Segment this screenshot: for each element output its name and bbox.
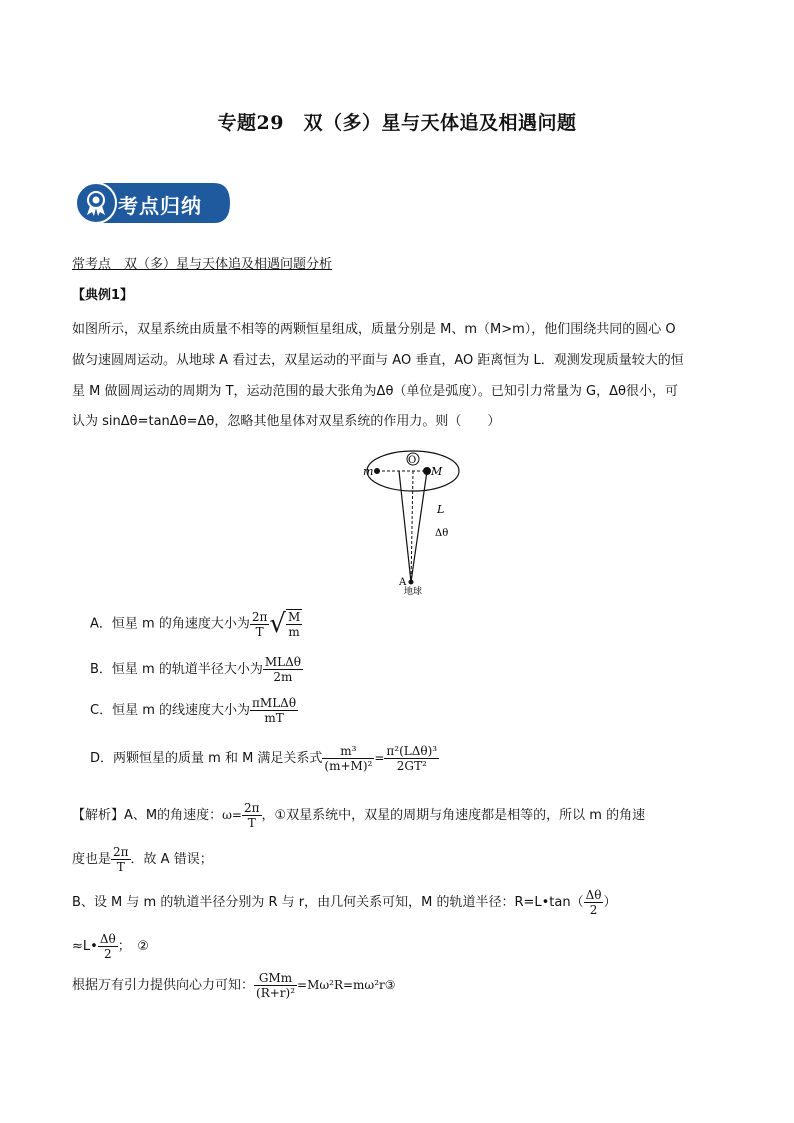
label-dtheta: Δθ bbox=[435, 528, 449, 539]
question-line-3: 星 M 做圆周运动的周期为 T，运动范围的最大张角为Δθ（单位是弧度）。已知引力常量为 G，Δθ很小，可 bbox=[72, 384, 678, 399]
label-L: L bbox=[437, 503, 445, 516]
page-title: 专题29 双（多）星与天体追及相遇问题 bbox=[217, 112, 577, 134]
option-a: A．恒星 m 的角速度大小为 $\frac{2\pi}{T}$ √ $\frac{M}{m}$ bbox=[90, 609, 301, 639]
option-b: B．恒星 m 的轨道半径大小为 $\frac{\text{MLΔθ}}{2m}$ bbox=[90, 655, 302, 684]
star-m bbox=[374, 468, 380, 474]
label-O: O bbox=[408, 455, 417, 466]
analysis-line-2: 度也是 $\frac{2\pi}{T}$ ．故 A 错误； bbox=[72, 845, 213, 874]
label-A: A bbox=[399, 577, 407, 588]
label-M: M bbox=[431, 465, 443, 478]
option-d: D．两颗恒星的质量 m 和 M 满足关系式 $\frac{\text{m³}}{\text{(m+M)²}}$ = $\frac{\text{π²(LΔθ)³}}{\text{2GT²}}$ bbox=[90, 744, 438, 773]
label-m: m bbox=[363, 465, 374, 478]
analysis-line-4: ≈L• $\frac{\Delta\theta}{2}$ ； ② bbox=[72, 932, 149, 961]
analysis-line-1: 【解析】A、M的角速度：ω= $\frac{2\pi}{T}$ ，①双星系统中，双星的周期与角速度都是相等的，所以 m 的角速 bbox=[72, 801, 646, 830]
question-line-1: 如图所示，双星系统由质量不相等的两颗恒星组成，质量分别是 M、m（M>m），他们围绕共同的圆心 O bbox=[72, 322, 676, 337]
section-heading: 常考点 双（多）星与天体追及相遇问题分析 bbox=[72, 257, 333, 272]
question-line-2: 做匀速圆周运动。从地球 A 看过去，双星运动的平面与 AO 垂直，AO 距离恒为 L．观测发现质量较大的恒 bbox=[72, 353, 684, 368]
analysis-line-5: 根据万有引力提供向心力可知： $\frac{\text{GMm}}{\text{(R+r)²}}$ =Mω²R=mω²r③ bbox=[72, 971, 396, 1000]
binary-star-figure bbox=[355, 447, 465, 597]
label-earth: 地球 bbox=[404, 587, 423, 597]
example-tag: 【典例1】 bbox=[72, 288, 134, 303]
analysis-line-3: B、设 M 与 m 的轨道半径分别为 R 与 r，由几何关系可知，M 的轨道半径：R=L•tan（ $\frac{\Delta\theta}{2}$ ） bbox=[72, 888, 617, 917]
option-c: C．恒星 m 的线速度大小为 $\frac{\text{πMLΔθ}}{mT}$ bbox=[90, 696, 297, 725]
banner-label: 考点归纳 bbox=[118, 194, 202, 218]
question-line-4: 认为 sinΔθ=tanΔθ=Δθ，忽略其他星体对双星系统的作用力。则（ ） bbox=[72, 414, 501, 429]
earth-point bbox=[409, 580, 414, 585]
